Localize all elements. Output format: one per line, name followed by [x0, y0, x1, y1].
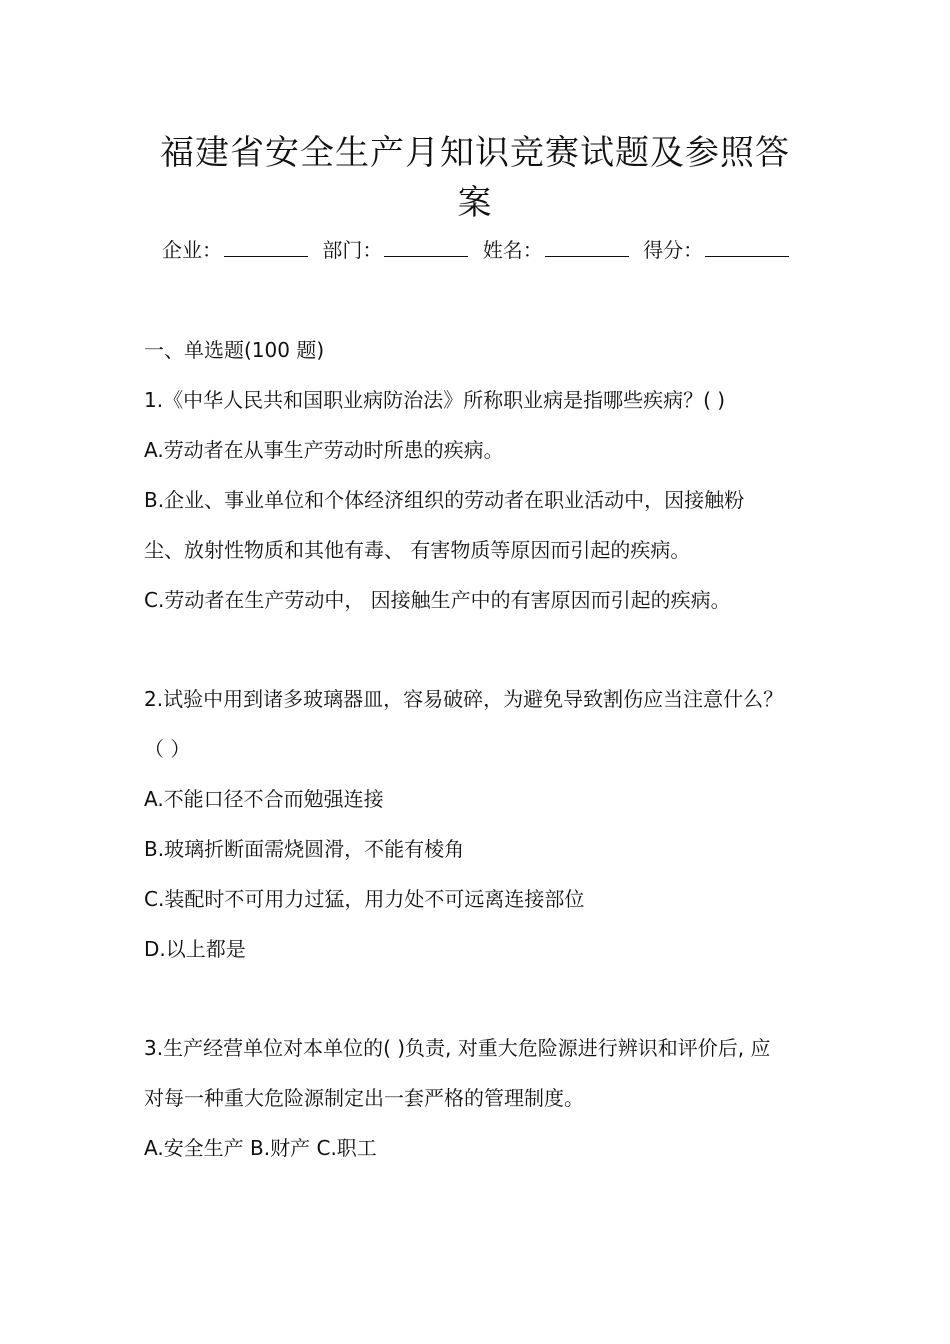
field-name-blank [545, 236, 629, 257]
field-name [483, 235, 629, 265]
section-heading: 一、单选题(100 题) [144, 338, 325, 362]
field-company-label: 企业： [162, 238, 222, 262]
field-company [162, 235, 308, 265]
field-department-blank [384, 236, 468, 257]
question-2-option-b: B.玻璃折断面需烧圆滑，不能有棱角 [144, 837, 465, 861]
question-1-option-b-line-1: B.企业、事业单位和个体经济组织的劳动者在职业活动中，因接触粉 [144, 488, 745, 512]
field-department-label: 部门： [322, 238, 383, 262]
question-2-option-c: C.装配时不可用力过猛，用力处不可远离连接部位 [144, 887, 585, 911]
question-2-stem-line-2: （ ） [144, 737, 191, 761]
field-company-blank [224, 236, 308, 257]
field-name-label: 姓名： [482, 238, 543, 262]
field-score [643, 235, 789, 265]
field-department [322, 235, 468, 265]
question-2-stem-line-1: 2.试验中用到诸多玻璃器皿，容易破碎，为避免导致割伤应当注意什么？ [144, 687, 784, 711]
question-1-option-c: C.劳动者在生产劳动中， 因接触生产中的有害原因而引起的疾病。 [144, 588, 731, 612]
field-score-blank [705, 236, 789, 257]
question-2-option-a: A.不能口径不合而勉强连接 [144, 787, 384, 811]
field-score-label: 得分： [643, 238, 704, 262]
question-3-stem-line-2: 对每一种重大危险源制定出一套严格的管理制度。 [144, 1086, 584, 1110]
question-1-stem: 1.《中华人民共和国职业病防治法》所称职业病是指哪些疾病？( ) [144, 388, 726, 412]
info-fields [162, 235, 802, 265]
question-2-option-d: D.以上都是 [144, 937, 246, 961]
question-3-options: A.安全生产 B.财产 C.职工 [144, 1136, 377, 1160]
question-1-option-b-line-2: 尘、放射性物质和其他有毒、 有害物质等原因而引起的疾病。 [144, 538, 691, 562]
document-title-line-2: 案 [457, 183, 493, 223]
question-1-option-a: A.劳动者在从事生产劳动时所患的疾病。 [144, 438, 504, 462]
question-3-stem-line-1: 3.生产经营单位对本单位的( )负责, 对重大危险源进行辨识和评价后, 应 [144, 1036, 771, 1060]
document-title-line-1: 福建省安全生产月知识竞赛试题及参照答 [160, 133, 790, 173]
